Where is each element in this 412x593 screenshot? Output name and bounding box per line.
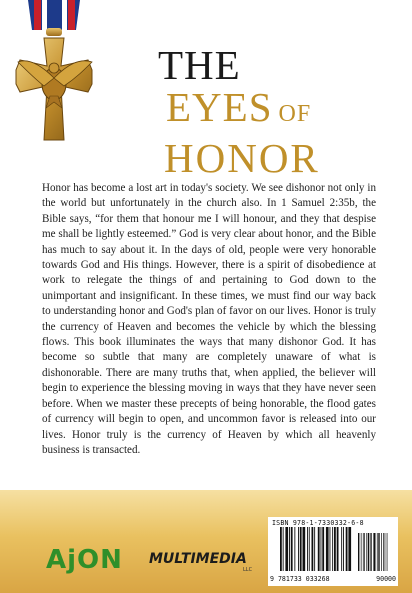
barcode-bar xyxy=(330,527,331,571)
addon-barcode-bar xyxy=(383,533,384,571)
addon-barcode-bar xyxy=(381,533,382,571)
addon-barcode-bar xyxy=(373,533,375,571)
title-line-honor: HONOR xyxy=(164,135,320,181)
barcode-bar xyxy=(348,527,351,571)
book-title xyxy=(150,44,390,181)
barcode-bar xyxy=(303,527,306,571)
barcode-bar xyxy=(307,527,308,571)
addon-barcode-bar xyxy=(387,533,388,571)
barcode-bar xyxy=(321,527,322,571)
back-cover-blurb: Honor has become a lost art in today's society. We see dishonor not only in the world but unfortunately in the church also. In 1 Samuel 2:35b, the Bible says, “for them that honour me I will honour, and they that despise me shall be lightly esteemed.” God is very clear about honor, and the Bible has much to say about it. In the days of old, people were very honorable towards God and His things. However, there is a spirit of disobedience at work to relegate the things of and pertaining to God down to the unimportant and insignificant. In these times, we must find our way back to understanding honor and God's plan of favor on our lives. Honor is truly the currency of Heaven and becomes the vehicle by which the blessing flows. This book illuminates the ways that many dishonor God. It has become so subtle that many are completely unaware of what is dishonorable. There are many truths that, when applied, the believer will begin to experience the blessing moving in ways that they have never seen before. When we master these precepts of being honorable, the flood gates of currency will begin to open, and uncommon favor is released into our lives. Honor truly is the currency of Heaven by which all heavenly business is transacted. xyxy=(42,182,376,456)
isbn-label xyxy=(272,519,394,527)
title-word-of: OF xyxy=(278,101,312,127)
barcode-bar xyxy=(334,527,336,571)
barcode-bar xyxy=(322,527,324,571)
barcode-bar xyxy=(314,527,315,571)
isbn-text: ISBN 978-1-7330332-6-8 xyxy=(272,519,364,527)
addon-barcode-bar xyxy=(361,533,362,571)
barcode-bar xyxy=(346,527,348,571)
barcode-bar xyxy=(312,527,314,571)
price-code: 90000 xyxy=(376,575,396,583)
barcode-bar xyxy=(341,527,342,571)
barcode-bar xyxy=(298,527,299,571)
barcode-bars xyxy=(272,527,395,575)
barcode-bar xyxy=(332,527,333,571)
barcode-bar xyxy=(309,527,310,571)
barcode-bar xyxy=(283,527,284,571)
barcode-bar xyxy=(289,527,290,571)
addon-barcode-bar xyxy=(370,533,371,571)
ean-digits: 9 781733 033268 xyxy=(270,575,330,583)
publisher-logo-llc: LLC xyxy=(243,567,253,573)
barcode-bar xyxy=(318,527,320,571)
addon-barcode-bar xyxy=(371,533,372,571)
addon-barcode-bar xyxy=(377,533,378,571)
barcode-bar xyxy=(343,527,344,571)
publisher-logo-multimedia: MULTIMEDIA xyxy=(149,551,247,567)
addon-barcode-bar xyxy=(366,533,367,571)
publisher-logo-ajon: AjON xyxy=(46,545,123,575)
addon-barcode-bar xyxy=(378,533,379,571)
title-line-eyes-of xyxy=(150,86,390,135)
barcode-bar xyxy=(326,527,329,571)
addon-barcode-bar xyxy=(368,533,369,571)
barcode-bar xyxy=(291,527,293,571)
barcode-bar xyxy=(280,527,282,571)
title-line-the: THE xyxy=(158,42,241,88)
barcode-bar xyxy=(300,527,302,571)
title-word-eyes: EYES xyxy=(166,84,273,130)
barcode-bar xyxy=(285,527,288,571)
isbn-barcode xyxy=(268,517,398,586)
addon-barcode-bar xyxy=(358,533,359,571)
barcode-digits xyxy=(270,575,396,584)
addon-barcode-bar xyxy=(385,533,386,571)
medal-icon xyxy=(0,0,112,150)
addon-barcode-bar xyxy=(363,533,364,571)
addon-barcode-bar xyxy=(364,533,365,571)
barcode-bar xyxy=(337,527,339,571)
barcode-bar xyxy=(294,527,295,571)
